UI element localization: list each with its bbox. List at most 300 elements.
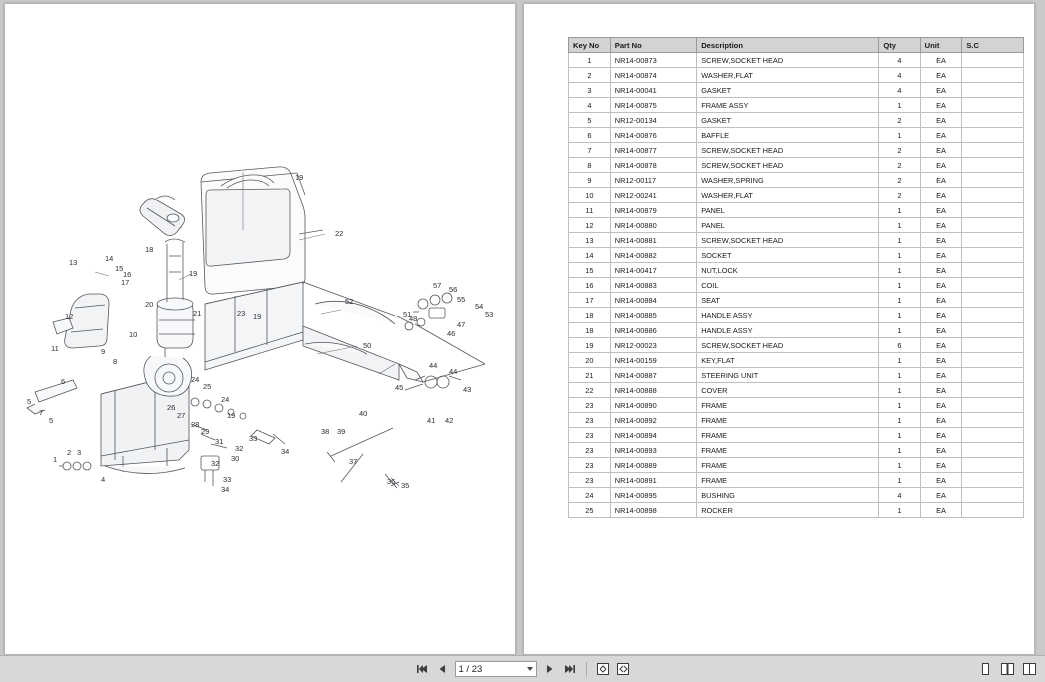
table-row[interactable] bbox=[569, 458, 1024, 473]
svg-text:22: 22 bbox=[335, 229, 344, 238]
cell-qty: 1 bbox=[879, 203, 920, 218]
cell-sc bbox=[962, 83, 1024, 98]
cell-qty: 2 bbox=[879, 173, 920, 188]
cell-part-no: NR14-00892 bbox=[610, 413, 696, 428]
cell-key-no: 5 bbox=[569, 113, 611, 128]
cell-qty: 1 bbox=[879, 218, 920, 233]
cell-unit: EA bbox=[920, 473, 962, 488]
svg-text:55: 55 bbox=[457, 295, 466, 304]
cell-unit: EA bbox=[920, 248, 962, 263]
svg-text:31: 31 bbox=[215, 437, 224, 446]
svg-text:9: 9 bbox=[101, 347, 106, 356]
exploded-parts-drawing bbox=[5, 4, 515, 654]
cell-part-no: NR14-00876 bbox=[610, 128, 696, 143]
svg-text:23: 23 bbox=[237, 309, 246, 318]
cell-sc bbox=[962, 143, 1024, 158]
cell-unit: EA bbox=[920, 443, 962, 458]
svg-text:24: 24 bbox=[191, 375, 200, 384]
cell-part-no: NR14-00041 bbox=[610, 83, 696, 98]
cell-sc bbox=[962, 233, 1024, 248]
cell-part-no: NR14-00879 bbox=[610, 203, 696, 218]
svg-text:28: 28 bbox=[191, 420, 200, 429]
cell-unit: EA bbox=[920, 458, 962, 473]
cell-qty: 1 bbox=[879, 293, 920, 308]
table-row[interactable] bbox=[569, 398, 1024, 413]
svg-text:45: 45 bbox=[395, 383, 404, 392]
cell-key-no: 4 bbox=[569, 98, 611, 113]
cell-key-no: 9 bbox=[569, 173, 611, 188]
cell-key-no: 23 bbox=[569, 473, 611, 488]
cell-part-no: NR14-00890 bbox=[610, 398, 696, 413]
column-header-key-no: Key No bbox=[569, 38, 611, 53]
last-page-button[interactable] bbox=[562, 661, 577, 677]
cell-qty: 2 bbox=[879, 113, 920, 128]
cell-part-no: NR14-00417 bbox=[610, 263, 696, 278]
toolbar-navigation-group bbox=[415, 661, 631, 677]
cell-qty: 1 bbox=[879, 413, 920, 428]
table-row[interactable] bbox=[569, 488, 1024, 503]
svg-text:21: 21 bbox=[193, 309, 202, 318]
cell-sc bbox=[962, 173, 1024, 188]
cell-sc bbox=[962, 128, 1024, 143]
page-right-parts-list[interactable] bbox=[523, 3, 1035, 655]
cell-key-no: 24 bbox=[569, 488, 611, 503]
cell-key-no: 18 bbox=[569, 323, 611, 338]
cell-description: SCREW,SOCKET HEAD bbox=[697, 233, 879, 248]
cell-qty: 4 bbox=[879, 53, 920, 68]
cell-part-no: NR14-00887 bbox=[610, 368, 696, 383]
cell-unit: EA bbox=[920, 83, 962, 98]
cell-part-no: NR14-00888 bbox=[610, 383, 696, 398]
cell-sc bbox=[962, 278, 1024, 293]
svg-text:4: 4 bbox=[101, 475, 106, 484]
cell-unit: EA bbox=[920, 203, 962, 218]
cell-sc bbox=[962, 308, 1024, 323]
cell-key-no: 20 bbox=[569, 353, 611, 368]
cell-description: BAFFLE bbox=[697, 128, 879, 143]
cell-part-no: NR14-00889 bbox=[610, 458, 696, 473]
chevron-down-icon bbox=[527, 667, 533, 671]
cell-sc bbox=[962, 428, 1024, 443]
svg-text:32: 32 bbox=[211, 459, 220, 468]
toolbar-view-modes bbox=[978, 661, 1037, 677]
cell-key-no: 16 bbox=[569, 278, 611, 293]
cell-qty: 1 bbox=[879, 458, 920, 473]
next-page-button[interactable] bbox=[542, 661, 557, 677]
svg-text:51: 51 bbox=[403, 310, 412, 319]
cell-key-no: 23 bbox=[569, 413, 611, 428]
parts-table bbox=[568, 37, 1024, 518]
cell-key-no: 17 bbox=[569, 293, 611, 308]
cell-description: STEERING UNIT bbox=[697, 368, 879, 383]
cell-part-no: NR14-00884 bbox=[610, 293, 696, 308]
svg-text:33: 33 bbox=[223, 475, 232, 484]
cell-key-no: 23 bbox=[569, 398, 611, 413]
cell-part-no: NR14-00159 bbox=[610, 353, 696, 368]
cell-qty: 4 bbox=[879, 68, 920, 83]
svg-text:8: 8 bbox=[113, 357, 118, 366]
svg-text:14: 14 bbox=[105, 254, 114, 263]
cell-part-no: NR14-00885 bbox=[610, 308, 696, 323]
cell-unit: EA bbox=[920, 503, 962, 518]
cell-qty: 1 bbox=[879, 248, 920, 263]
cell-description: GASKET bbox=[697, 113, 879, 128]
table-row[interactable] bbox=[569, 248, 1024, 263]
cell-unit: EA bbox=[920, 158, 962, 173]
table-row[interactable] bbox=[569, 113, 1024, 128]
svg-text:34: 34 bbox=[221, 485, 230, 494]
cell-qty: 1 bbox=[879, 428, 920, 443]
cell-sc bbox=[962, 158, 1024, 173]
cell-sc bbox=[962, 458, 1024, 473]
table-row[interactable] bbox=[569, 473, 1024, 488]
cell-part-no: NR14-00875 bbox=[610, 98, 696, 113]
cell-unit: EA bbox=[920, 308, 962, 323]
cell-part-no: NR14-00894 bbox=[610, 428, 696, 443]
svg-text:43: 43 bbox=[463, 385, 472, 394]
cell-key-no: 12 bbox=[569, 218, 611, 233]
fit-page-icon[interactable] bbox=[596, 661, 611, 677]
cell-key-no: 22 bbox=[569, 383, 611, 398]
svg-text:35: 35 bbox=[401, 481, 410, 490]
parts-table-body bbox=[569, 53, 1024, 518]
page-left-drawing[interactable] bbox=[4, 3, 516, 655]
single-page-view-icon[interactable] bbox=[978, 661, 993, 677]
svg-text:20: 20 bbox=[145, 300, 154, 309]
table-row[interactable] bbox=[569, 158, 1024, 173]
cell-part-no: NR12-00241 bbox=[610, 188, 696, 203]
table-row[interactable] bbox=[569, 173, 1024, 188]
table-row[interactable] bbox=[569, 503, 1024, 518]
cell-key-no: 14 bbox=[569, 248, 611, 263]
cell-qty: 4 bbox=[879, 488, 920, 503]
table-row[interactable] bbox=[569, 263, 1024, 278]
svg-text:29: 29 bbox=[201, 427, 210, 436]
first-page-button[interactable] bbox=[415, 661, 430, 677]
svg-text:46: 46 bbox=[447, 329, 456, 338]
svg-text:41: 41 bbox=[427, 416, 436, 425]
table-row[interactable] bbox=[569, 143, 1024, 158]
fit-width-icon[interactable] bbox=[616, 661, 631, 677]
svg-text:39: 39 bbox=[337, 427, 346, 436]
cell-qty: 1 bbox=[879, 398, 920, 413]
cell-sc bbox=[962, 248, 1024, 263]
svg-text:18: 18 bbox=[145, 245, 154, 254]
table-header-row bbox=[569, 38, 1024, 53]
svg-text:33: 33 bbox=[249, 434, 258, 443]
table-row[interactable] bbox=[569, 353, 1024, 368]
cell-key-no: 1 bbox=[569, 53, 611, 68]
svg-text:47: 47 bbox=[457, 320, 466, 329]
cell-unit: EA bbox=[920, 143, 962, 158]
svg-text:5: 5 bbox=[49, 416, 54, 425]
cell-description: FRAME bbox=[697, 428, 879, 443]
cell-part-no: NR14-00882 bbox=[610, 248, 696, 263]
cell-key-no: 15 bbox=[569, 263, 611, 278]
cell-key-no: 2 bbox=[569, 68, 611, 83]
cell-qty: 2 bbox=[879, 188, 920, 203]
cell-sc bbox=[962, 413, 1024, 428]
svg-text:50: 50 bbox=[363, 341, 372, 350]
table-row[interactable] bbox=[569, 293, 1024, 308]
cell-description: FRAME bbox=[697, 443, 879, 458]
cell-description: COVER bbox=[697, 383, 879, 398]
cell-sc bbox=[962, 353, 1024, 368]
cell-sc bbox=[962, 53, 1024, 68]
cell-part-no: NR14-00877 bbox=[610, 143, 696, 158]
cell-part-no: NR14-00895 bbox=[610, 488, 696, 503]
svg-text:44: 44 bbox=[449, 367, 458, 376]
cell-unit: EA bbox=[920, 263, 962, 278]
cell-part-no: NR14-00883 bbox=[610, 278, 696, 293]
parts-table-container bbox=[568, 37, 1024, 518]
svg-text:48: 48 bbox=[409, 314, 418, 323]
table-row[interactable] bbox=[569, 233, 1024, 248]
cell-qty: 2 bbox=[879, 143, 920, 158]
cell-unit: EA bbox=[920, 188, 962, 203]
cell-sc bbox=[962, 293, 1024, 308]
column-header-sc: S.C bbox=[962, 38, 1024, 53]
cell-unit: EA bbox=[920, 353, 962, 368]
table-row[interactable] bbox=[569, 368, 1024, 383]
svg-text:25: 25 bbox=[203, 382, 212, 391]
cell-part-no: NR14-00891 bbox=[610, 473, 696, 488]
cell-unit: EA bbox=[920, 53, 962, 68]
cell-qty: 1 bbox=[879, 233, 920, 248]
cell-sc bbox=[962, 383, 1024, 398]
cell-qty: 1 bbox=[879, 368, 920, 383]
cell-part-no: NR14-00893 bbox=[610, 443, 696, 458]
cell-unit: EA bbox=[920, 233, 962, 248]
cell-unit: EA bbox=[920, 278, 962, 293]
svg-text:56: 56 bbox=[449, 285, 458, 294]
table-row[interactable] bbox=[569, 53, 1024, 68]
table-row[interactable] bbox=[569, 218, 1024, 233]
cell-part-no: NR14-00881 bbox=[610, 233, 696, 248]
cell-description: FRAME ASSY bbox=[697, 98, 879, 113]
svg-text:15: 15 bbox=[115, 264, 124, 273]
cell-key-no: 19 bbox=[569, 338, 611, 353]
cell-unit: EA bbox=[920, 218, 962, 233]
table-row[interactable] bbox=[569, 98, 1024, 113]
cell-unit: EA bbox=[920, 338, 962, 353]
column-header-qty: Qty bbox=[879, 38, 920, 53]
cell-unit: EA bbox=[920, 173, 962, 188]
cell-sc bbox=[962, 263, 1024, 278]
table-row[interactable] bbox=[569, 68, 1024, 83]
table-row[interactable] bbox=[569, 413, 1024, 428]
cell-unit: EA bbox=[920, 128, 962, 143]
svg-text:12: 12 bbox=[65, 312, 74, 321]
cell-unit: EA bbox=[920, 398, 962, 413]
cell-description: WASHER,FLAT bbox=[697, 188, 879, 203]
table-row[interactable] bbox=[569, 278, 1024, 293]
cell-key-no: 10 bbox=[569, 188, 611, 203]
svg-text:30: 30 bbox=[231, 454, 240, 463]
svg-text:27: 27 bbox=[177, 411, 186, 420]
column-header-unit: Unit bbox=[920, 38, 962, 53]
cell-description: PANEL bbox=[697, 218, 879, 233]
cell-key-no: 3 bbox=[569, 83, 611, 98]
svg-text:10: 10 bbox=[129, 330, 138, 339]
svg-text:26: 26 bbox=[167, 403, 176, 412]
cell-sc bbox=[962, 473, 1024, 488]
cell-qty: 1 bbox=[879, 503, 920, 518]
cell-description: COIL bbox=[697, 278, 879, 293]
svg-text:53: 53 bbox=[485, 310, 494, 319]
svg-text:52: 52 bbox=[345, 297, 354, 306]
svg-text:36: 36 bbox=[387, 477, 396, 486]
cell-description: SCREW,SOCKET HEAD bbox=[697, 338, 879, 353]
cell-description: FRAME bbox=[697, 398, 879, 413]
cell-description: HANDLE ASSY bbox=[697, 323, 879, 338]
cell-qty: 1 bbox=[879, 473, 920, 488]
svg-text:37: 37 bbox=[349, 457, 358, 466]
cell-description: SOCKET bbox=[697, 248, 879, 263]
svg-text:17: 17 bbox=[121, 278, 130, 287]
svg-text:2: 2 bbox=[67, 448, 72, 457]
cell-unit: EA bbox=[920, 488, 962, 503]
cell-key-no: 18 bbox=[569, 308, 611, 323]
cell-sc bbox=[962, 188, 1024, 203]
cell-sc bbox=[962, 218, 1024, 233]
svg-text:42: 42 bbox=[445, 416, 454, 425]
cell-unit: EA bbox=[920, 428, 962, 443]
cell-unit: EA bbox=[920, 293, 962, 308]
svg-text:11: 11 bbox=[51, 344, 59, 353]
cell-qty: 1 bbox=[879, 323, 920, 338]
cell-qty: 1 bbox=[879, 263, 920, 278]
cell-sc bbox=[962, 488, 1024, 503]
cell-part-no: NR12-00117 bbox=[610, 173, 696, 188]
cell-qty: 1 bbox=[879, 443, 920, 458]
cell-description: SCREW,SOCKET HEAD bbox=[697, 143, 879, 158]
svg-text:16: 16 bbox=[123, 270, 132, 279]
svg-text:19: 19 bbox=[227, 411, 236, 420]
column-header-part-no: Part No bbox=[610, 38, 696, 53]
cell-description: FRAME bbox=[697, 473, 879, 488]
cell-description: NUT,LOCK bbox=[697, 263, 879, 278]
svg-text:5: 5 bbox=[27, 397, 32, 406]
cell-sc bbox=[962, 443, 1024, 458]
cell-key-no: 23 bbox=[569, 458, 611, 473]
cell-sc bbox=[962, 68, 1024, 83]
cell-part-no: NR14-00880 bbox=[610, 218, 696, 233]
cell-description: KEY,FLAT bbox=[697, 353, 879, 368]
cell-unit: EA bbox=[920, 113, 962, 128]
svg-text:19: 19 bbox=[189, 269, 198, 278]
svg-text:3: 3 bbox=[77, 448, 82, 457]
cell-qty: 1 bbox=[879, 98, 920, 113]
cell-sc bbox=[962, 503, 1024, 518]
cell-part-no: NR14-00874 bbox=[610, 68, 696, 83]
cell-unit: EA bbox=[920, 413, 962, 428]
cell-part-no: NR12-00023 bbox=[610, 338, 696, 353]
cell-sc bbox=[962, 338, 1024, 353]
cell-qty: 1 bbox=[879, 278, 920, 293]
cell-unit: EA bbox=[920, 98, 962, 113]
cell-unit: EA bbox=[920, 383, 962, 398]
toolbar-divider bbox=[586, 662, 587, 677]
svg-text:57: 57 bbox=[433, 281, 442, 290]
cell-description: SCREW,SOCKET HEAD bbox=[697, 53, 879, 68]
table-row[interactable] bbox=[569, 383, 1024, 398]
cell-sc bbox=[962, 398, 1024, 413]
table-row[interactable] bbox=[569, 188, 1024, 203]
cell-part-no: NR14-00873 bbox=[610, 53, 696, 68]
cell-qty: 1 bbox=[879, 128, 920, 143]
cell-part-no: NR14-00886 bbox=[610, 323, 696, 338]
cell-key-no: 6 bbox=[569, 128, 611, 143]
cell-qty: 2 bbox=[879, 158, 920, 173]
cell-part-no: NR14-00898 bbox=[610, 503, 696, 518]
viewer-toolbar bbox=[0, 655, 1045, 682]
page-number-select[interactable] bbox=[455, 661, 537, 677]
cell-unit: EA bbox=[920, 323, 962, 338]
cell-description: GASKET bbox=[697, 83, 879, 98]
cell-description: SCREW,SOCKET HEAD bbox=[697, 158, 879, 173]
two-page-view-icon[interactable] bbox=[1000, 661, 1015, 677]
cell-key-no: 13 bbox=[569, 233, 611, 248]
cell-sc bbox=[962, 98, 1024, 113]
svg-text:19: 19 bbox=[253, 312, 262, 321]
svg-text:44: 44 bbox=[429, 361, 438, 370]
cell-key-no: 23 bbox=[569, 428, 611, 443]
previous-page-button[interactable] bbox=[435, 661, 450, 677]
cell-description: ROCKER bbox=[697, 503, 879, 518]
cell-key-no: 8 bbox=[569, 158, 611, 173]
cell-description: FRAME bbox=[697, 458, 879, 473]
cell-key-no: 11 bbox=[569, 203, 611, 218]
cell-key-no: 25 bbox=[569, 503, 611, 518]
cell-qty: 4 bbox=[879, 83, 920, 98]
svg-text:1: 1 bbox=[53, 455, 58, 464]
table-row[interactable] bbox=[569, 308, 1024, 323]
column-header-description: Description bbox=[697, 38, 879, 53]
cell-sc bbox=[962, 368, 1024, 383]
cell-description: FRAME bbox=[697, 413, 879, 428]
svg-text:13: 13 bbox=[69, 258, 78, 267]
cell-description: WASHER,SPRING bbox=[697, 173, 879, 188]
svg-text:40: 40 bbox=[359, 409, 368, 418]
svg-text:7: 7 bbox=[39, 408, 44, 417]
cell-description: WASHER,FLAT bbox=[697, 68, 879, 83]
cell-qty: 1 bbox=[879, 353, 920, 368]
cell-qty: 1 bbox=[879, 308, 920, 323]
table-row[interactable] bbox=[569, 128, 1024, 143]
svg-text:24: 24 bbox=[221, 395, 230, 404]
table-row[interactable] bbox=[569, 203, 1024, 218]
svg-text:34: 34 bbox=[281, 447, 290, 456]
table-row[interactable] bbox=[569, 443, 1024, 458]
cell-key-no: 23 bbox=[569, 443, 611, 458]
svg-text:19: 19 bbox=[295, 173, 304, 182]
table-row[interactable] bbox=[569, 338, 1024, 353]
table-row[interactable] bbox=[569, 428, 1024, 443]
cell-part-no: NR12-00134 bbox=[610, 113, 696, 128]
cell-description: HANDLE ASSY bbox=[697, 308, 879, 323]
cell-sc bbox=[962, 113, 1024, 128]
table-row[interactable] bbox=[569, 323, 1024, 338]
cell-sc bbox=[962, 323, 1024, 338]
book-view-icon[interactable] bbox=[1022, 661, 1037, 677]
cell-description: PANEL bbox=[697, 203, 879, 218]
cell-qty: 1 bbox=[879, 383, 920, 398]
svg-text:54: 54 bbox=[475, 302, 484, 311]
cell-key-no: 21 bbox=[569, 368, 611, 383]
cell-unit: EA bbox=[920, 368, 962, 383]
table-row[interactable] bbox=[569, 83, 1024, 98]
